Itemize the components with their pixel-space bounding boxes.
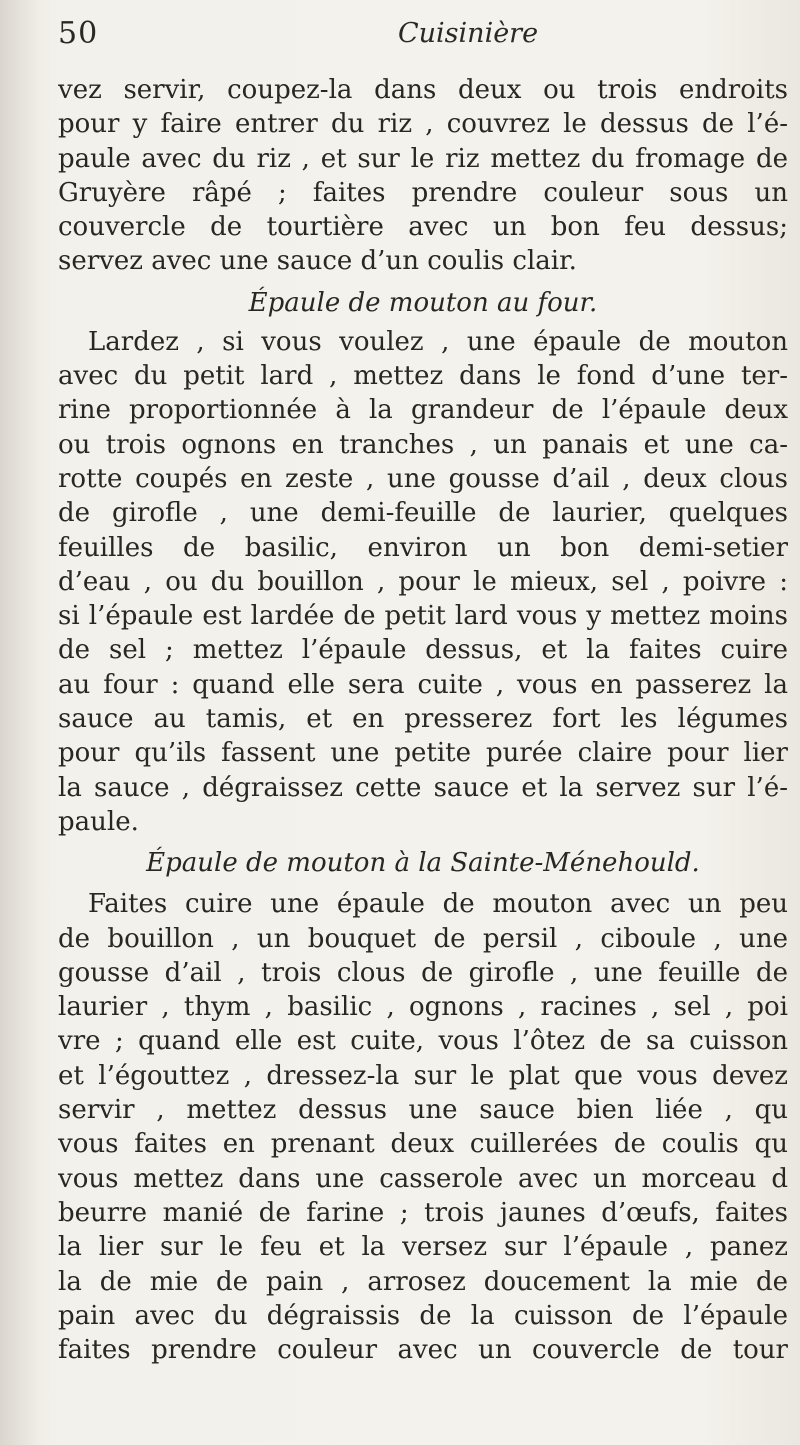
text-line: vez servir, coupez-la dans deux ou trois endroits xyxy=(58,75,788,105)
text-line: pain avec du dégraissis de la cuisson de l’épaule xyxy=(58,1300,788,1331)
running-head xyxy=(58,16,778,56)
text-line: vous mettez dans une casserole avec un morceau d xyxy=(58,1163,788,1194)
running-title: Cuisinière xyxy=(398,18,539,49)
text-line: avec du petit lard , mettez dans le fond d’une ter- xyxy=(58,361,788,392)
text-line: feuilles de basilic, environ un bon demi-setier xyxy=(58,532,788,563)
text-line: au four : quand elle sera cuite , vous en passerez la xyxy=(58,669,788,700)
body-text xyxy=(58,73,788,1367)
text-line: paule avec du riz , et sur le riz mettez du fromage de xyxy=(58,143,788,174)
text-line: faites prendre couleur avec un couvercle de tour xyxy=(58,1335,788,1366)
recipe-paragraph xyxy=(58,887,788,1367)
text-line: Gruyère râpé ; faites prendre couleur sous un xyxy=(58,177,788,208)
text-line: servir , mettez dessus une sauce bien liée , qu xyxy=(58,1095,788,1126)
text-line: Faites cuire une épaule de mouton avec un peu xyxy=(88,889,788,920)
text-line: la lier sur le feu et la versez sur l’épaule , panez xyxy=(58,1232,788,1263)
text-line: rine proportionnée à la grandeur de l’épaule deux xyxy=(58,395,788,426)
text-line: ou trois ognons en tranches , un panais et une ca- xyxy=(58,429,788,460)
text-line: de girofle , une demi-feuille de laurier, quelques xyxy=(58,498,788,529)
text-line: gousse d’ail , trois clous de girofle , une feuille de xyxy=(58,957,788,988)
text-line: couvercle de tourtière avec un bon feu dessus; xyxy=(58,212,788,243)
text-line: pour qu’ils fassent une petite purée claire pour lier xyxy=(58,738,788,769)
text-line: si l’épaule est lardée de petit lard vous y mettez moins xyxy=(58,601,788,632)
paragraph-continued xyxy=(58,73,788,279)
text-line: la sauce , dégraissez cette sauce et la servez sur l’é- xyxy=(58,772,788,803)
text-line: pour y faire entrer du riz , couvrez le dessus de l’é- xyxy=(58,109,788,140)
recipe-heading: Épaule de mouton à la Sainte-Ménehould. xyxy=(146,848,700,879)
text-line: Lardez , si vous voulez , une épaule de mouton xyxy=(88,326,788,357)
recipe-paragraph xyxy=(58,325,788,839)
text-line: et l’égouttez , dressez-la sur le plat que vous devez xyxy=(58,1060,788,1091)
text-line: paule. xyxy=(58,806,139,837)
recipe-heading: Épaule de mouton au four. xyxy=(248,287,598,318)
page-number: 50 xyxy=(58,16,99,51)
text-line: la de mie de pain , arrosez doucement la mie de xyxy=(58,1266,788,1297)
text-line: de sel ; mettez l’épaule dessus, et la faites cuire xyxy=(58,635,788,666)
text-line: d’eau , ou du bouillon , pour le mieux, sel , poivre : xyxy=(58,566,788,597)
gutter-shadow xyxy=(0,0,40,1445)
text-line: laurier , thym , basilic , ognons , racines , sel , poi xyxy=(58,992,788,1023)
text-line: beurre manié de farine ; trois jaunes d’œufs, faites xyxy=(58,1197,788,1228)
text-line: vous faites en prenant deux cuillerées de coulis qu xyxy=(58,1129,788,1160)
text-line: servez avec une sauce d’un coulis clair. xyxy=(58,246,577,277)
text-line: sauce au tamis, et en presserez fort les légumes xyxy=(58,704,788,735)
text-line: rotte coupés en zeste , une gousse d’ail , deux clous xyxy=(58,463,788,494)
text-line: vre ; quand elle est cuite, vous l’ôtez de sa cuisson xyxy=(58,1026,788,1057)
text-line: de bouillon , un bouquet de persil , ciboule , une xyxy=(58,923,788,954)
